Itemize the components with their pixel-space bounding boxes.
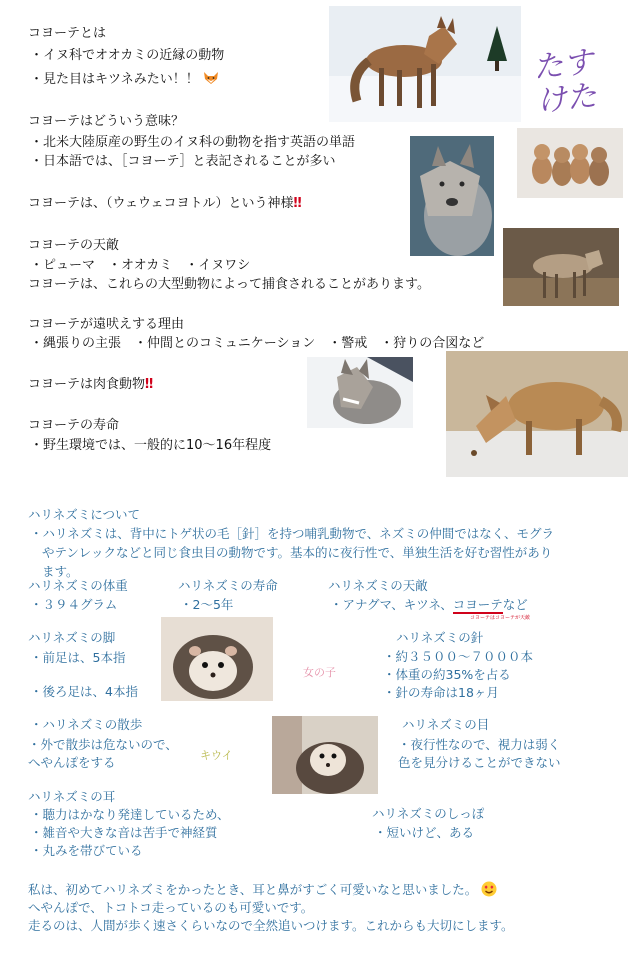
hedgehog-enemy-prefix: ・アナグマ、キツネ、 <box>330 597 453 612</box>
coyote-snow-photo <box>329 6 521 122</box>
double-exclamation-icon: ‼ <box>145 377 154 392</box>
closing-line2: へやんぽで、トコトコ走っているのも可愛いです。 <box>28 900 314 915</box>
hedgehog-needles-title: ハリネズミの針 <box>396 630 484 645</box>
hedgehog-about-line1: ・ハリネズミは、背中にトゲ状の毛［針］を持つ哺乳動物で、ネズミの仲間ではなく、モグラ <box>30 526 555 541</box>
hedgehog-ears-title: ハリネズミの耳 <box>28 789 116 804</box>
hedgehog-weight-value: ・３９４グラム <box>30 597 118 612</box>
kiwi-label: キウイ <box>200 749 233 762</box>
coyote-intro-item1: ・イヌ科でオオカミの近縁の動物 <box>30 48 225 63</box>
hedgehog-tail-line: ・短いけど、ある <box>374 825 475 840</box>
hedgehog-about-line2: やテンレックなどと同じ食虫目の動物です。基本的に夜行性で、単独生活を好む習性があり <box>42 545 553 560</box>
hedgehog-legs-back: ・後ろ足は、4本指 <box>30 684 138 699</box>
coyote-intro-item2 <box>30 71 219 88</box>
hedgehog-enemy-value <box>330 597 528 613</box>
hedgehog-about-line3: ます。 <box>42 564 79 579</box>
hedgehog-weight-title: ハリネズミの体重 <box>28 578 128 593</box>
coyote-hunting-photo <box>446 351 628 477</box>
hedgehog-legs-title: ハリネズミの脚 <box>28 630 116 645</box>
coyote-carnivore-text: コヨーテは肉食動物 <box>28 377 146 392</box>
hedgehog-walk-line1: ・外で散歩は危ないので、 <box>28 737 178 752</box>
hedgehog-ears-line2: ・雑音や大きな音は苦手で神経質 <box>30 825 218 840</box>
girl-label: 女の子 <box>303 666 336 679</box>
double-exclamation-icon: ‼ <box>293 196 302 211</box>
coyote-snarl-photo <box>307 357 413 428</box>
closing-line1 <box>28 881 497 901</box>
hedgehog-needles-count: ・約３５００〜７０００本 <box>383 649 534 664</box>
hedgehog-girl-photo <box>161 617 273 701</box>
hedgehog-kiwi-photo <box>272 716 378 794</box>
coyote-god-line <box>28 196 302 212</box>
closing-line1-text: 私は、初めてハリネズミをかったとき、耳と鼻がすごく可愛いなと思いました。 <box>28 882 478 897</box>
heart-eyes-icon <box>481 881 497 901</box>
hedgehog-about-title: ハリネズミについて <box>28 507 141 522</box>
hedgehog-enemy-suffix: など <box>502 597 528 612</box>
hedgehog-tail-title: ハリネズミのしっぽ <box>372 806 485 821</box>
coyote-god-text: コヨーテは、（ウェウェコヨトル）という神様 <box>28 196 294 211</box>
coyote-enemy-list: ・ピューマ ・オオカミ ・イヌワシ <box>30 258 251 273</box>
coyote-howl-title: コヨーテが遠吠えする理由 <box>28 317 185 332</box>
hedgehog-needles-life: ・針の寿命は18ヶ月 <box>383 685 499 700</box>
coyote-carnivore <box>28 377 153 393</box>
hedgehog-walk-line2: へやんぽをする <box>28 755 116 770</box>
hedgehog-eyes-line1: ・夜行性なので、視力は弱く <box>398 737 561 752</box>
coyote-meaning-item1: ・北米大陸原産の野生のイヌ科の動物を指す英語の単語 <box>30 135 356 150</box>
hedgehog-legs-front: ・前足は、5本指 <box>30 650 126 665</box>
hedgehog-ears-line3: ・丸みを帯びている <box>30 843 143 858</box>
hedgehog-eyes-line2: 色を見分けることができない <box>398 755 561 770</box>
coyote-forest-photo <box>503 228 619 306</box>
coyote-life-title: コヨーテの寿命 <box>28 418 120 433</box>
hedgehog-enemy-title: ハリネズミの天敵 <box>328 578 428 593</box>
hedgehog-enemy-note: コヨーテはコヨーテが天敵 <box>470 615 531 621</box>
hedgehog-needles-weight: ・体重の約35%を占る <box>383 667 511 682</box>
coyote-howl-list: ・縄張りの主張 ・仲間とのコミュニケーション ・警戒 ・狩りの合図など <box>30 336 485 351</box>
hedgehog-eyes-title: ハリネズミの目 <box>402 717 490 732</box>
hedgehog-life-title: ハリネズミの寿命 <box>178 578 278 593</box>
coyote-intro-title: コヨーテとは <box>28 26 107 41</box>
hedgehog-ears-line1: ・聴力はかなり発達しているため、 <box>30 807 230 822</box>
hedgehog-life-value: ・2〜5年 <box>180 597 234 612</box>
coyote-enemy-title: コヨーテの天敵 <box>28 238 120 253</box>
coyote-meaning-title: コヨーテはどういう意味？ <box>28 114 185 129</box>
coyote-pups-photo <box>517 128 623 198</box>
coyote-meaning-item2: ・日本語では、［コヨーテ］と表記されることが多い <box>30 154 336 169</box>
coyote-enemy-note: コヨーテは、これらの大型動物によって捕食されることがあります。 <box>28 277 430 292</box>
coyote-life-item: ・野生環境では、一般的に10〜16年程度 <box>30 438 272 453</box>
coyote-intro-item2-text: ・見た目はキツネみたい！！ <box>30 72 199 87</box>
fox-face-icon <box>203 71 219 85</box>
handwritten-note: たすけた <box>531 44 599 120</box>
hedgehog-walk-title: ・ハリネズミの散歩 <box>30 717 143 732</box>
coyote-portrait-photo <box>410 136 494 256</box>
closing-line3: 走るのは、人間が歩く速さくらいなので全然追いつけます。これからも大切にします。 <box>28 918 514 933</box>
hedgehog-enemy-coyote: コヨーテ <box>452 597 503 612</box>
